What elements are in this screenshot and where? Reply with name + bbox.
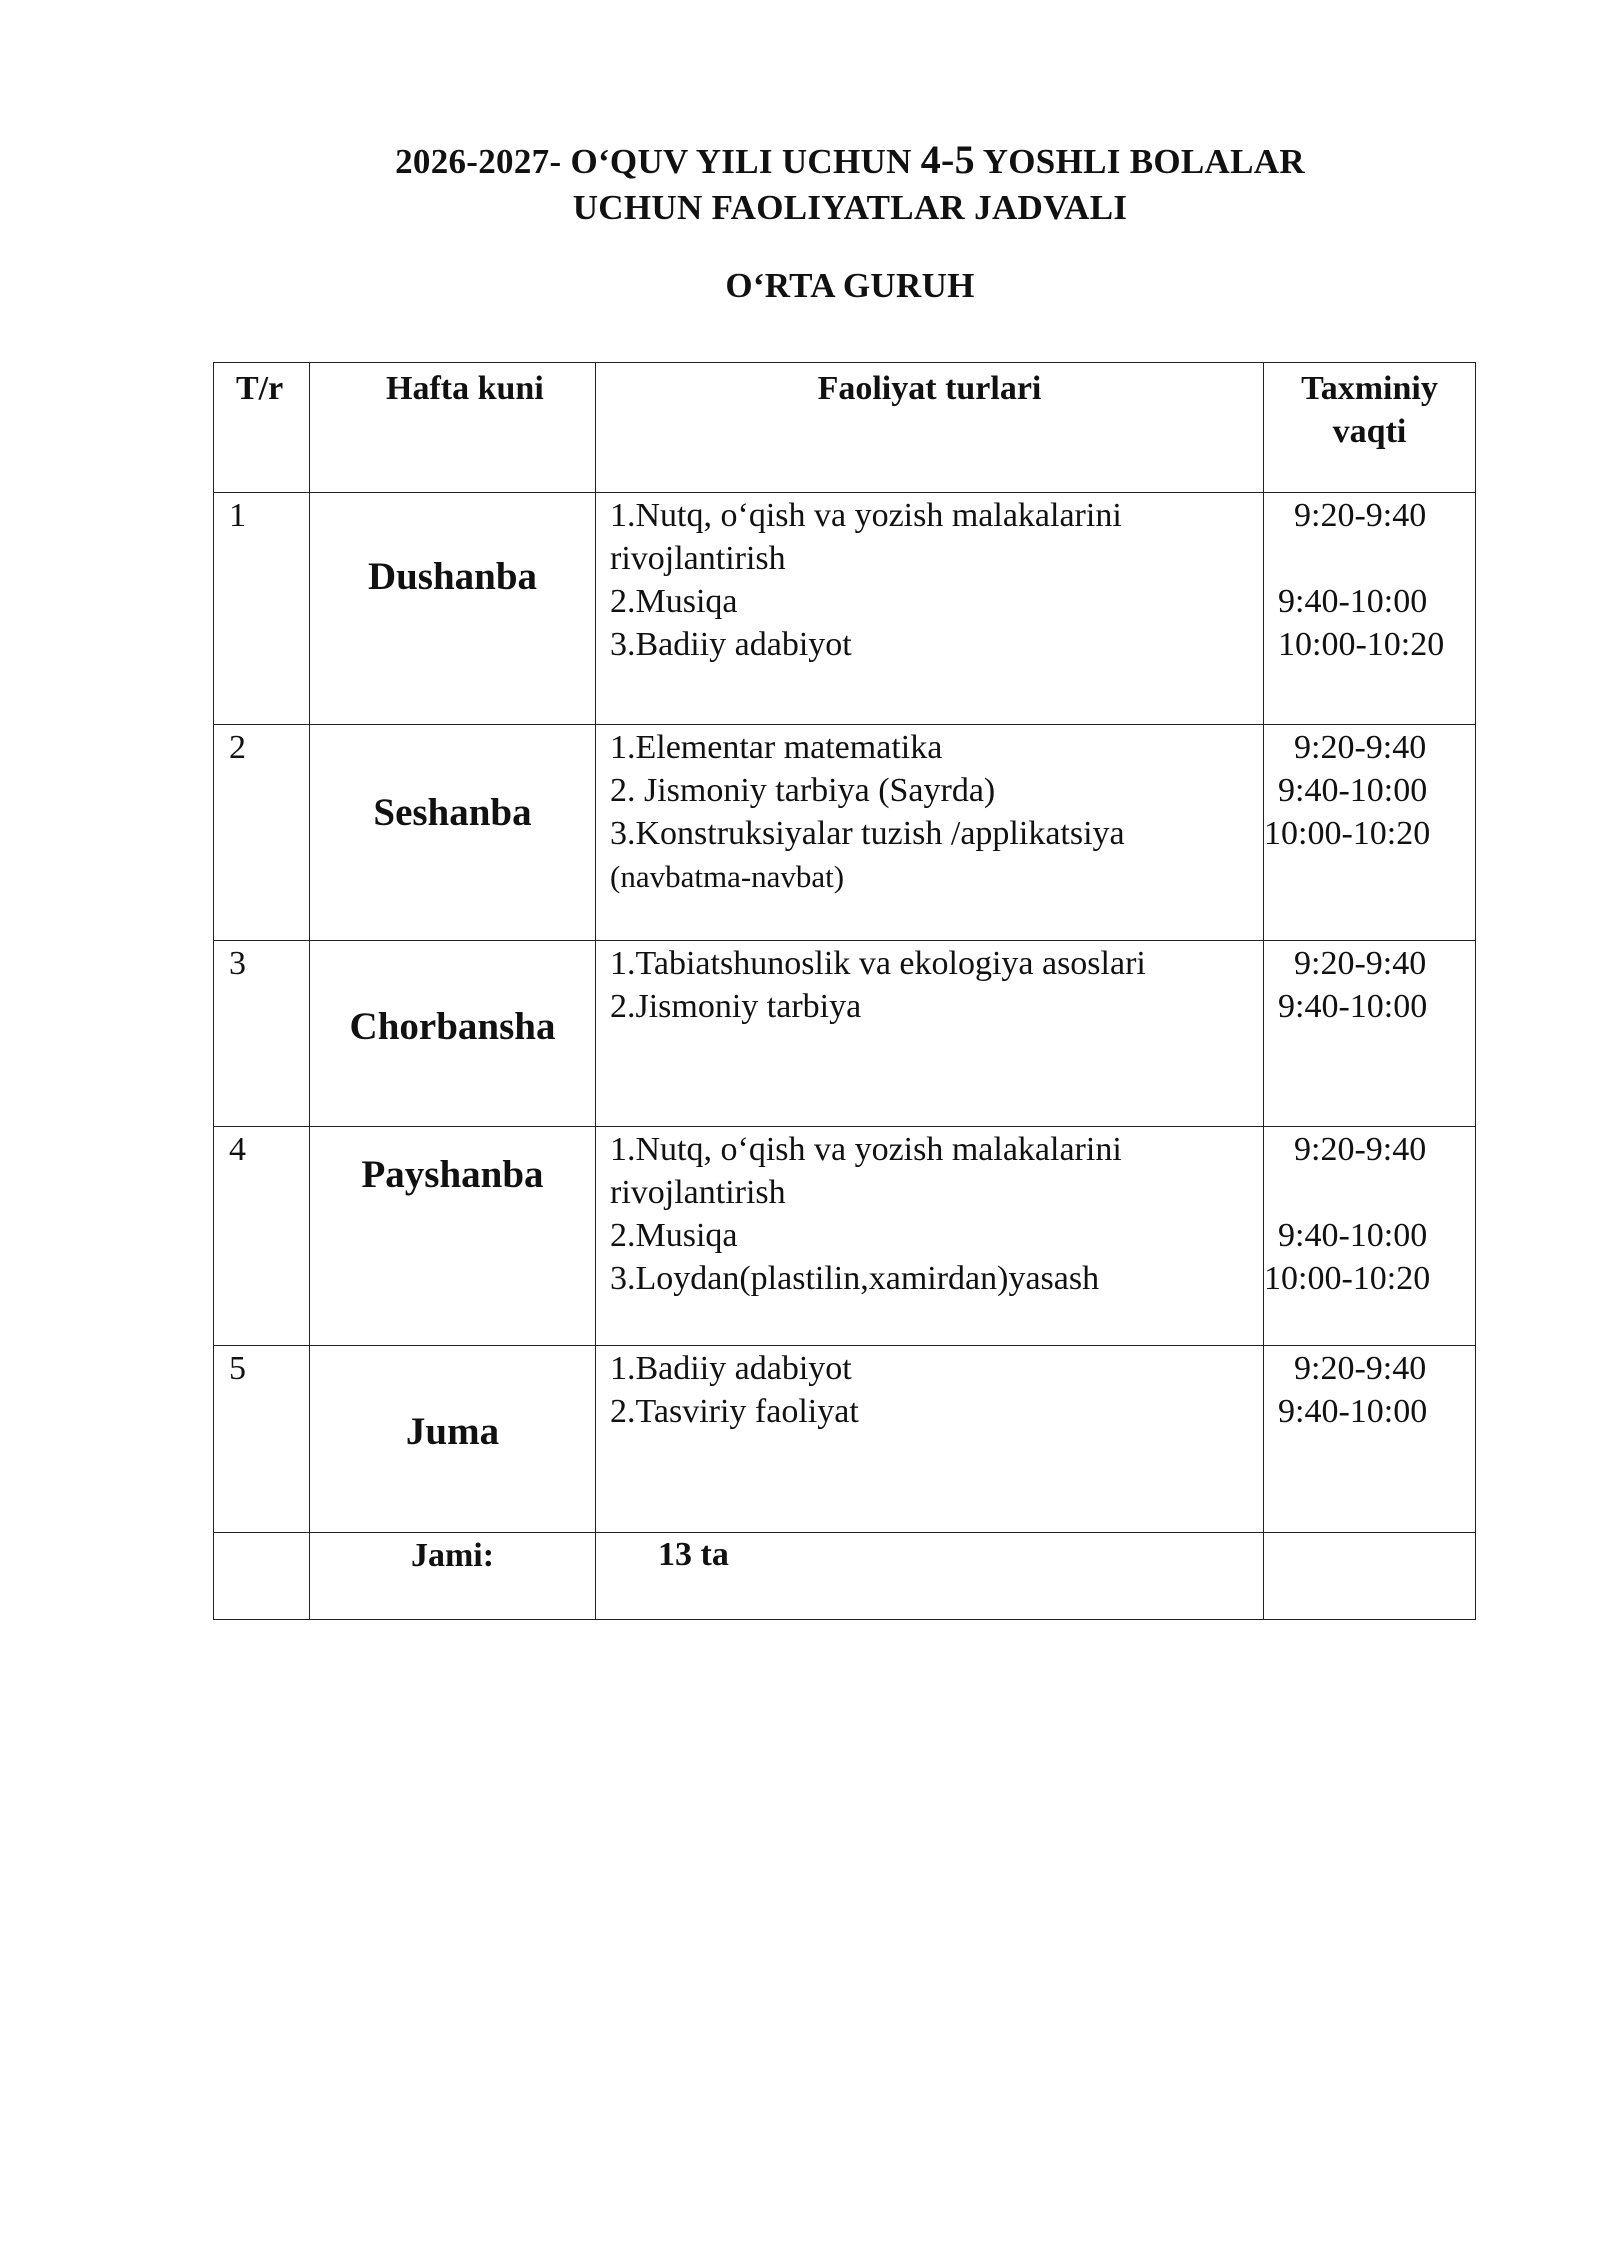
total-time-empty [1264,1533,1476,1620]
total-row-number-empty [214,1533,310,1620]
weekday-cell: Payshanba [310,1127,596,1346]
time-cell [1264,493,1476,725]
time-slot: 9:20-9:40 [1294,729,1427,766]
weekday-cell: Dushanba [310,493,596,725]
title-part-2: YOSHLI BOLALAR [974,142,1305,181]
header-activity-types: Faoliyat turlari [596,363,1264,493]
activity-line: 2. Jismoniy tarbiya (Sayrda) [610,772,996,809]
row-number: 1 [214,493,310,725]
group-subtitle: O‘RTA GURUH [725,266,975,305]
time-slot: 9:20-9:40 [1294,945,1427,982]
table-header-row [214,363,1476,493]
activities-cell [596,1127,1264,1346]
time-slot: 9:20-9:40 [1294,1350,1427,1387]
header-approximate-time: Taxminiy vaqti [1264,363,1476,493]
time-slot: 10:00-10:20 [1278,626,1445,663]
activity-line: 1.Nutq, o‘qish va yozish malakalarini [610,1131,1122,1168]
table-row [214,1127,1476,1346]
time-slot: 10:00-10:20 [1264,1260,1431,1297]
activities-cell [596,1346,1264,1533]
time-slot: 9:20-9:40 [1294,497,1427,534]
time-slot [1264,537,1475,580]
table-row [214,725,1476,941]
document-title-line-2: UCHUN FAOLIYATLAR JADVALI [572,188,1128,227]
time-cell [1264,1346,1476,1533]
table-row [214,941,1476,1127]
header-weekday: Hafta kuni [310,363,596,493]
time-slot: 9:40-10:00 [1278,583,1428,620]
weekday-cell: Seshanba [310,725,596,941]
time-cell [1264,725,1476,941]
activity-line: (navbatma-navbat) [610,859,845,894]
time-cell [1264,1127,1476,1346]
total-label: Jami: [310,1533,596,1620]
activity-line: 3.Konstruksiyalar tuzish /applikatsiya [610,815,1125,852]
activity-line: 1.Nutq, o‘qish va yozish malakalarini [610,497,1122,534]
time-slot: 9:20-9:40 [1294,1131,1427,1168]
time-slot: 9:40-10:00 [1278,772,1428,809]
activity-line: 3.Loydan(plastilin,xamirdan)yasash [610,1260,1100,1297]
activity-line: 2.Jismoniy tarbiya [610,988,862,1025]
activities-cell [596,725,1264,941]
activity-line: 1.Elementar matematika [610,729,943,766]
activity-line: 3.Badiiy adabiyot [610,626,852,663]
time-slot: 9:40-10:00 [1278,1393,1428,1430]
weekday-cell: Chorbansha [310,941,596,1127]
time-slot: 9:40-10:00 [1278,988,1428,1025]
time-slot [1264,1171,1475,1214]
activities-cell [596,493,1264,725]
time-cell [1264,941,1476,1127]
activity-line: 1.Badiiy adabiyot [610,1350,852,1387]
time-slot: 9:40-10:00 [1278,1217,1428,1254]
activity-schedule-table [213,362,1476,1620]
title-part-1: 2026-2027- O‘QUV YILI UCHUN [395,142,921,181]
activity-line: 2.Tasviriy faoliyat [610,1393,859,1430]
activity-line: 1.Tabiatshunoslik va ekologiya asoslari [610,945,1146,982]
time-slot: 10:00-10:20 [1264,815,1431,852]
activity-line: 2.Musiqa [610,583,738,620]
header-number: T/r [214,363,310,493]
row-number: 3 [214,941,310,1127]
total-row [214,1533,1476,1620]
row-number: 2 [214,725,310,941]
row-number: 5 [214,1346,310,1533]
activity-line: rivojlantirish [610,540,786,577]
table-row [214,493,1476,725]
activity-line: 2.Musiqa [610,1217,738,1254]
title-age-range: 4-5 [920,137,975,182]
activity-line: rivojlantirish [610,1174,786,1211]
table-row [214,1346,1476,1533]
total-value: 13 ta [596,1533,1264,1620]
row-number: 4 [214,1127,310,1346]
weekday-cell: Juma [310,1346,596,1533]
document-title-line-1 [0,136,1600,183]
activities-cell [596,941,1264,1127]
